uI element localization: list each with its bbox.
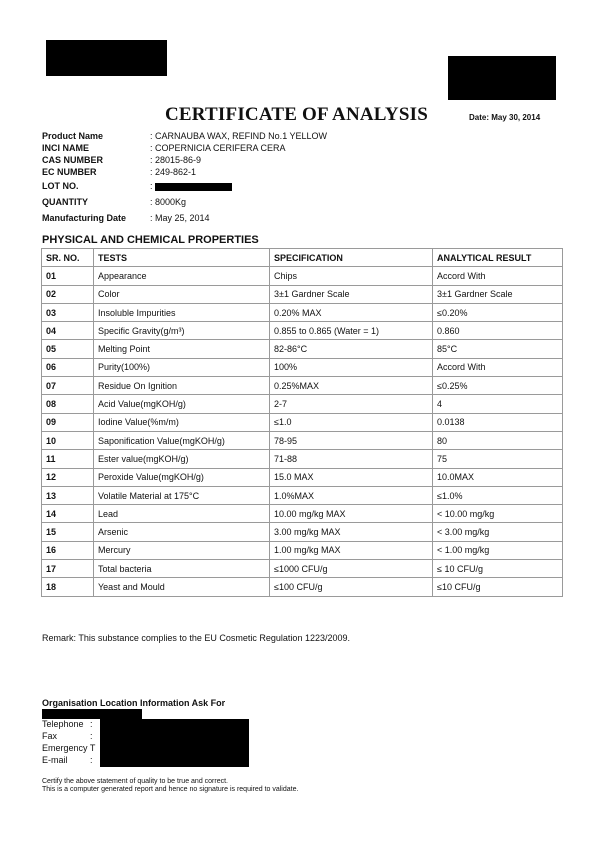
table-row (42, 578, 563, 596)
cell-specification: 10.00 mg/kg MAX (270, 505, 433, 523)
info-label: CAS NUMBER (42, 155, 104, 165)
cell-test: Mercury (94, 541, 270, 559)
organisation-heading: Organisation Location Information Ask For (42, 698, 226, 708)
cell-result: 0.0138 (433, 413, 563, 431)
cell-result: ≤10 CFU/g (433, 578, 563, 596)
cell-test: Peroxide Value(mgKOH/g) (94, 468, 270, 486)
table-row (42, 486, 563, 504)
cell-specification: 0.20% MAX (270, 303, 433, 321)
cell-result: Accord With (433, 358, 563, 376)
cell-specification: 1.0%MAX (270, 486, 433, 504)
info-label: Manufacturing Date (42, 213, 127, 223)
table-row (42, 358, 563, 376)
cell-sr-no: 06 (42, 358, 94, 376)
cell-test: Color (94, 285, 270, 303)
cell-test: Insoluble Impurities (94, 303, 270, 321)
info-value: : CARNAUBA WAX, REFIND No.1 YELLOW (150, 131, 328, 141)
cell-result: ≤0.20% (433, 303, 563, 321)
info-row-inci-name (42, 142, 327, 154)
cell-sr-no: 04 (42, 322, 94, 340)
page-title: CERTIFICATE OF ANALYSIS (165, 104, 428, 125)
contact-row-emergency (42, 743, 95, 755)
cell-result: ≤0.25% (433, 377, 563, 395)
cell-test: Residue On Ignition (94, 377, 270, 395)
cell-sr-no: 03 (42, 303, 94, 321)
table-header-row (42, 249, 563, 267)
cell-specification: 71-88 (270, 450, 433, 468)
cell-specification: 15.0 MAX (270, 468, 433, 486)
cell-sr-no: 10 (42, 431, 94, 449)
cell-result: ≤ 10 CFU/g (433, 560, 563, 578)
info-label: EC NUMBER (42, 167, 97, 177)
cell-result: ≤1.0% (433, 486, 563, 504)
table-row (42, 413, 563, 431)
contact-info (42, 719, 95, 767)
info-label: LOT NO. (42, 181, 79, 191)
table-row (42, 560, 563, 578)
cell-result: 80 (433, 431, 563, 449)
cell-result: < 1.00 mg/kg (433, 541, 563, 559)
table-row (42, 450, 563, 468)
contact-label: Telephone (42, 719, 84, 729)
cell-sr-no: 12 (42, 468, 94, 486)
cell-test: Appearance (94, 267, 270, 285)
cell-specification: Chips (270, 267, 433, 285)
info-label: QUANTITY (42, 197, 88, 207)
document-date: Date: May 30, 2014 (469, 113, 541, 122)
cell-test: Lead (94, 505, 270, 523)
table-row (42, 377, 563, 395)
cell-sr-no: 08 (42, 395, 94, 413)
cell-test: Purity(100%) (94, 358, 270, 376)
info-row-ec-number (42, 166, 327, 178)
info-value: : May 25, 2014 (150, 213, 210, 223)
info-value: : 249-862-1 (150, 167, 197, 177)
table-row (42, 523, 563, 541)
product-info (42, 130, 327, 226)
contact-value: : (90, 755, 93, 765)
table-row (42, 505, 563, 523)
cell-result: 4 (433, 395, 563, 413)
header-sr-no: SR. NO. (42, 249, 94, 267)
contact-row-telephone (42, 719, 95, 731)
cell-result: Accord With (433, 267, 563, 285)
cell-test: Iodine Value(%m/m) (94, 413, 270, 431)
redacted-lot-number (155, 183, 232, 191)
cell-test: Melting Point (94, 340, 270, 358)
redacted-contact-details (100, 719, 249, 767)
cell-specification: 78-95 (270, 431, 433, 449)
cell-test: Specific Gravity(g/m³) (94, 322, 270, 340)
info-value: : 8000Kg (150, 197, 187, 207)
cell-specification: 0.25%MAX (270, 377, 433, 395)
table-row (42, 395, 563, 413)
table-row (42, 431, 563, 449)
info-value: : COPERNICIA CERIFERA CERA (150, 143, 286, 153)
cell-sr-no: 15 (42, 523, 94, 541)
cell-specification: ≤1000 CFU/g (270, 560, 433, 578)
cell-specification: 3±1 Gardner Scale (270, 285, 433, 303)
cell-sr-no: 17 (42, 560, 94, 578)
cell-specification: ≤1.0 (270, 413, 433, 431)
cell-specification: 82-86°C (270, 340, 433, 358)
cell-result: < 3.00 mg/kg (433, 523, 563, 541)
cell-test: Saponification Value(mgKOH/g) (94, 431, 270, 449)
cell-sr-no: 09 (42, 413, 94, 431)
certify-line: This is a computer generated report and hence no signature is required to validate. (42, 786, 299, 793)
cell-specification: 1.00 mg/kg MAX (270, 541, 433, 559)
lot-colon: : (150, 181, 153, 191)
cell-test: Yeast and Mould (94, 578, 270, 596)
header-specification: SPECIFICATION (270, 249, 433, 267)
info-label: INCI NAME (42, 143, 89, 153)
contact-label: E-mail (42, 755, 68, 765)
section-heading: PHYSICAL AND CHEMICAL PROPERTIES (42, 234, 259, 246)
info-value: : 28015-86-9 (150, 155, 202, 165)
info-label: Product Name (42, 131, 104, 141)
certification-note (42, 778, 298, 794)
cell-specification: 2-7 (270, 395, 433, 413)
remark: Remark: This substance complies to the EU Cosmetic Regulation 1223/2009. (42, 633, 350, 643)
contact-label: Emergency T (42, 743, 96, 753)
cell-specification: 3.00 mg/kg MAX (270, 523, 433, 541)
table-row (42, 322, 563, 340)
cell-sr-no: 16 (42, 541, 94, 559)
header-analytical-result: ANALYTICAL RESULT (433, 249, 563, 267)
contact-row-email (42, 755, 95, 767)
cell-test: Acid Value(mgKOH/g) (94, 395, 270, 413)
cell-result: 75 (433, 450, 563, 468)
info-row-lot-no (42, 178, 327, 194)
info-row-product-name (42, 130, 327, 142)
cell-result: 3±1 Gardner Scale (433, 285, 563, 303)
contact-row-fax (42, 731, 95, 743)
info-row-cas-number (42, 154, 327, 166)
info-row-quantity (42, 194, 327, 210)
redacted-logo-left (46, 40, 167, 76)
cell-test: Arsenic (94, 523, 270, 541)
cell-result: 10.0MAX (433, 468, 563, 486)
info-value (150, 181, 232, 191)
cell-specification: 0.855 to 0.865 (Water = 1) (270, 322, 433, 340)
cell-result: < 10.00 mg/kg (433, 505, 563, 523)
cell-sr-no: 01 (42, 267, 94, 285)
redacted-organisation-name (42, 709, 142, 719)
table-row (42, 468, 563, 486)
cell-sr-no: 14 (42, 505, 94, 523)
table-row (42, 303, 563, 321)
table-row (42, 285, 563, 303)
cell-specification: 100% (270, 358, 433, 376)
contact-label: Fax (42, 731, 58, 741)
cell-specification: ≤100 CFU/g (270, 578, 433, 596)
contact-value: : (90, 719, 93, 729)
cell-sr-no: 05 (42, 340, 94, 358)
cell-sr-no: 18 (42, 578, 94, 596)
redacted-logo-right (448, 56, 556, 100)
cell-test: Ester value(mgKOH/g) (94, 450, 270, 468)
cell-sr-no: 07 (42, 377, 94, 395)
info-row-manufacturing-date (42, 210, 327, 226)
contact-value: : (90, 731, 93, 741)
properties-table-body (42, 267, 563, 596)
table-row (42, 267, 563, 285)
table-row (42, 340, 563, 358)
table-row (42, 541, 563, 559)
cell-sr-no: 11 (42, 450, 94, 468)
cell-test: Total bacteria (94, 560, 270, 578)
cell-sr-no: 13 (42, 486, 94, 504)
certify-line: Certify the above statement of quality to be true and correct. (42, 778, 228, 785)
properties-table (41, 248, 563, 597)
cell-result: 85°C (433, 340, 563, 358)
cell-sr-no: 02 (42, 285, 94, 303)
header-tests: TESTS (94, 249, 270, 267)
cell-result: 0.860 (433, 322, 563, 340)
cell-test: Volatile Material at 175°C (94, 486, 270, 504)
